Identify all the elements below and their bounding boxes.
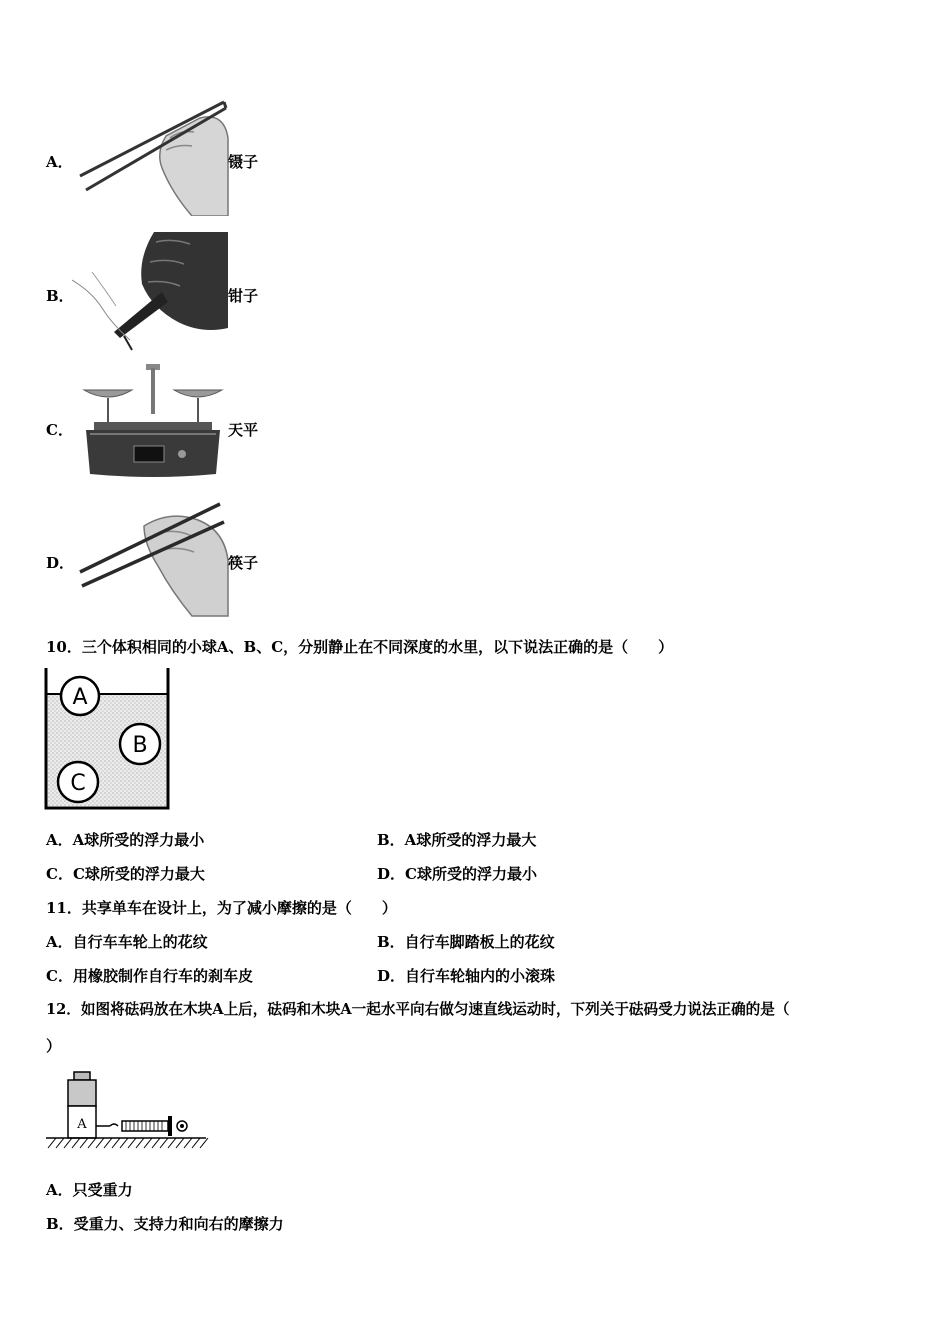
pliers-icon	[72, 232, 228, 352]
ball-c-label: C	[70, 771, 86, 796]
q12-option-a: A．只受重力	[46, 1181, 133, 1199]
q10-option-b: B．A球所受的浮力最大	[377, 831, 537, 849]
q10-option-d: D．C球所受的浮力最小	[377, 865, 537, 883]
q11-option-a: A．自行车车轮上的花纹	[46, 933, 208, 951]
q12-stem-line1: 12．如图将砝码放在木块A上后，砝码和木块A一起水平向右做匀速直线运动时，下列关于砝码受力说法正确的是（	[46, 1001, 790, 1018]
q11-option-c: C．用橡胶制作自行车的刹车皮	[46, 967, 253, 985]
block-a	[68, 1106, 96, 1138]
block-a-label: A	[77, 1117, 87, 1132]
q11-option-d: D．自行车轮轴内的小滚珠	[377, 967, 556, 985]
q10-stem: 10．三个体积相同的小球A、B、C，分别静止在不同深度的水里，以下说法正确的是（ ）	[46, 638, 674, 656]
q10-option-a: A．A球所受的浮力最小	[46, 831, 205, 849]
ball-c	[58, 762, 98, 802]
ball-b-label: B	[132, 733, 148, 758]
option-letter: A．	[46, 153, 73, 171]
ball-b	[120, 724, 160, 764]
spring-scale-icon	[96, 1116, 187, 1136]
q11-stem: 11．共享单车在设计上，为了减小摩擦的是（ ）	[46, 899, 397, 917]
ground-hatching	[48, 1138, 208, 1148]
option-label: 镊子	[228, 153, 259, 171]
q10-option-c: C．C球所受的浮力最大	[46, 865, 205, 883]
option-letter: C．	[46, 421, 73, 439]
q11-option-b: B．自行车脚踏板上的花纹	[377, 933, 555, 951]
q12-figure	[44, 1068, 210, 1156]
option-label: 钳子	[228, 287, 259, 305]
tweezers-icon	[74, 98, 230, 216]
q10-figure-container	[44, 668, 172, 810]
option-label: 天平	[228, 421, 259, 439]
q12-option-b: B．受重力、支持力和向右的摩擦力	[46, 1215, 284, 1233]
q12-stem-line2: ）	[46, 1037, 62, 1055]
option-letter: B．	[46, 287, 74, 305]
ball-a-label: A	[72, 685, 88, 710]
option-label: 筷子	[228, 554, 259, 572]
option-letter: D．	[46, 554, 75, 572]
ball-a	[61, 677, 99, 715]
chopsticks-icon	[74, 500, 230, 618]
balance-scale-icon	[80, 364, 226, 478]
weight-icon	[68, 1072, 96, 1106]
